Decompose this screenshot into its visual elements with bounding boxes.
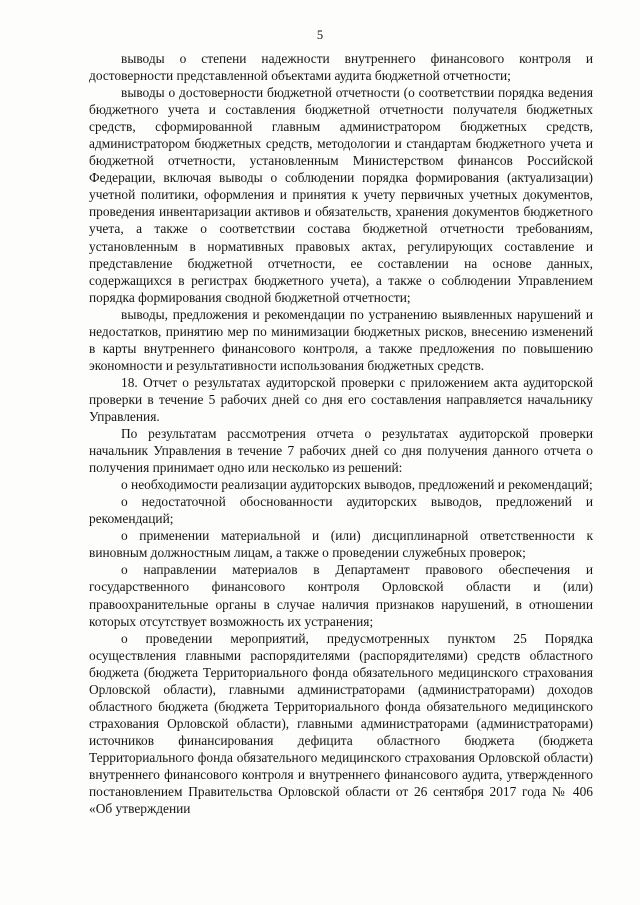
paragraph: о направлении материалов в Департамент правового обеспечения и государственного финансового контроля Орловской области и (или) правоохранительные органы в случае наличия признаков нарушений, в отношении которых отсутствует возможность их устранения;	[89, 562, 593, 629]
paragraph: 18. Отчет о результатах аудиторской проверки с приложением акта аудиторской проверки в течение 5 рабочих дней со дня его составления направляется начальнику Управления.	[89, 374, 593, 424]
paragraph: выводы, предложения и рекомендации по устранению выявленных нарушений и недостатков, принятию мер по минимизации бюджетных рисков, внесению изменений в карты внутреннего финансового контроля, а также предложения по повышению экономности и результативности использования бюджетных средств.	[89, 306, 593, 373]
paragraph: о недостаточной обоснованности аудиторских выводов, предложений и рекомендаций;	[89, 494, 593, 527]
paragraph: о необходимости реализации аудиторских выводов, предложений и рекомендаций;	[121, 477, 593, 493]
page-number: 5	[316, 28, 324, 42]
paragraph: о проведении мероприятий, предусмотренных пунктом 25 Порядка осуществления главными распорядителями (распорядителями) средств областного бюджета (бюджета Территориального фонда обязательного медицинского страхования Орловской области), главными администраторами (администраторами) доходов областного бюджета (бюджета Территориального фонда обязательного медицинского страхования Орловской области), главными администраторами (администраторами) источников финансирования дефицита областного бюджета (бюджета Территориального фонда обязательного медицинского страхования Орловской области) внутреннего финансового контроля и внутреннего финансового аудита, утвержденного постановлением Правительства Орловской области от 26 сентября 2017 года № 406 «Об утверждении	[89, 630, 593, 817]
paragraph: выводы о достоверности бюджетной отчетности (о соответствии порядка ведения бюджетного учета и составления бюджетной отчетности получателя бюджетных средств, сформированной главным администратором бюджетных средств, администратором бюджетных средств, методологии и стандартам бюджетного учета и бюджетной отчетности, установленным Министерством финансов Российской Федерации, включая выводы о соблюдении порядка формирования (актуализации) учетной политики, оформления и принятия к учету первичных учетных документов, проведения инвентаризации активов и обязательств, хранения документов бюджетного учета, а также о соответствии состава бюджетной отчетности требованиям, установленным в нормативных правовых актах, регулирующих составление и представление бюджетной отчетности, ее составлении на основе данных, содержащихся в регистрах бюджетного учета), а также о соблюдении Управлением порядка формирования сводной бюджетной отчетности;	[89, 85, 593, 305]
paragraph: о применении материальной и (или) дисциплинарной ответственности к виновным должностным лицам, а также о проведении служебных проверок;	[89, 528, 593, 561]
document-body	[89, 50, 593, 817]
paragraph: По результатам рассмотрения отчета о результатах аудиторской проверки начальник Управления в течение 7 рабочих дней со дня получения данного отчета о получения принимает одно или несколько из решений:	[89, 426, 593, 476]
paragraph: выводы о степени надежности внутреннего финансового контроля и достоверности представленной объектами аудита бюджетной отчетности;	[89, 51, 593, 84]
